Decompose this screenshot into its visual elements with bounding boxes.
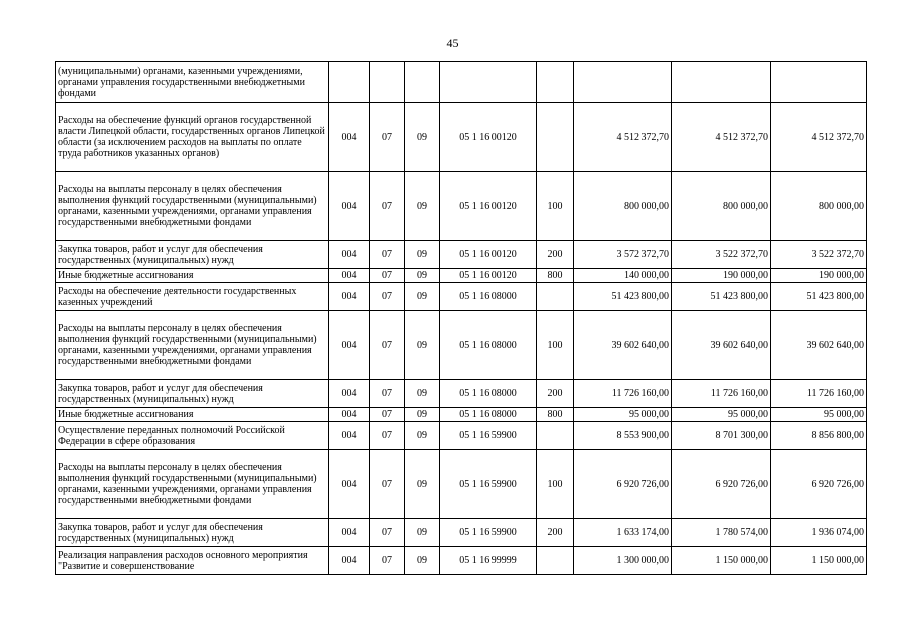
expense-name-cell: Иные бюджетные ассигнования bbox=[56, 408, 329, 422]
table-row bbox=[56, 450, 867, 519]
expense-type-cell: 100 bbox=[537, 450, 574, 519]
table-row bbox=[56, 172, 867, 241]
amount-year3-cell: 1 150 000,00 bbox=[771, 547, 867, 575]
expense-type-cell bbox=[537, 422, 574, 450]
expense-name-cell: Расходы на выплаты персоналу в целях обеспечения выполнения функций государственными (муниципальными) органами, казенными учреждениями, органами управления государственными внебюджетными фондами bbox=[56, 311, 329, 380]
table-row bbox=[56, 408, 867, 422]
section-code-cell: 07 bbox=[370, 450, 405, 519]
amount-year3-cell: 11 726 160,00 bbox=[771, 380, 867, 408]
admin-code-cell: 004 bbox=[329, 172, 370, 241]
amount-year2-cell: 3 522 372,70 bbox=[672, 241, 771, 269]
amount-year3-cell bbox=[771, 62, 867, 103]
section-code-cell: 07 bbox=[370, 172, 405, 241]
admin-code-cell: 004 bbox=[329, 519, 370, 547]
expense-type-cell bbox=[537, 283, 574, 311]
expense-name-cell: (муниципальными) органами, казенными учреждениями, органами управления государственными внебюджетными фондами bbox=[56, 62, 329, 103]
amount-year1-cell: 6 920 726,00 bbox=[574, 450, 672, 519]
amount-year3-cell: 1 936 074,00 bbox=[771, 519, 867, 547]
amount-year3-cell: 3 522 372,70 bbox=[771, 241, 867, 269]
amount-year3-cell: 4 512 372,70 bbox=[771, 103, 867, 172]
admin-code-cell: 004 bbox=[329, 450, 370, 519]
table-row bbox=[56, 547, 867, 575]
amount-year1-cell: 140 000,00 bbox=[574, 269, 672, 283]
budget-table bbox=[55, 61, 867, 575]
subsection-code-cell: 09 bbox=[405, 450, 440, 519]
expense-name-cell: Закупка товаров, работ и услуг для обеспечения государственных (муниципальных) нужд bbox=[56, 241, 329, 269]
admin-code-cell: 004 bbox=[329, 241, 370, 269]
amount-year2-cell: 190 000,00 bbox=[672, 269, 771, 283]
target-article-cell bbox=[440, 62, 537, 103]
section-code-cell: 07 bbox=[370, 422, 405, 450]
amount-year1-cell bbox=[574, 62, 672, 103]
amount-year2-cell: 4 512 372,70 bbox=[672, 103, 771, 172]
target-article-cell: 05 1 16 59900 bbox=[440, 519, 537, 547]
section-code-cell: 07 bbox=[370, 103, 405, 172]
amount-year2-cell: 95 000,00 bbox=[672, 408, 771, 422]
admin-code-cell: 004 bbox=[329, 283, 370, 311]
admin-code-cell: 004 bbox=[329, 408, 370, 422]
admin-code-cell: 004 bbox=[329, 422, 370, 450]
expense-name-cell: Расходы на обеспечение функций органов государственной власти Липецкой области, государственных органов Липецкой области (за исключением расходов на выплаты по оплате труда работников указанных органов) bbox=[56, 103, 329, 172]
amount-year2-cell: 8 701 300,00 bbox=[672, 422, 771, 450]
expense-type-cell bbox=[537, 547, 574, 575]
section-code-cell bbox=[370, 62, 405, 103]
amount-year3-cell: 8 856 800,00 bbox=[771, 422, 867, 450]
subsection-code-cell: 09 bbox=[405, 380, 440, 408]
amount-year1-cell: 1 633 174,00 bbox=[574, 519, 672, 547]
section-code-cell: 07 bbox=[370, 519, 405, 547]
expense-type-cell bbox=[537, 62, 574, 103]
expense-name-cell: Расходы на выплаты персоналу в целях обеспечения выполнения функций государственными (муниципальными) органами, казенными учреждениями, органами управления государственными внебюджетными фондами bbox=[56, 172, 329, 241]
admin-code-cell: 004 bbox=[329, 269, 370, 283]
expense-type-cell: 800 bbox=[537, 408, 574, 422]
amount-year2-cell bbox=[672, 62, 771, 103]
expense-name-cell: Закупка товаров, работ и услуг для обеспечения государственных (муниципальных) нужд bbox=[56, 519, 329, 547]
amount-year1-cell: 11 726 160,00 bbox=[574, 380, 672, 408]
subsection-code-cell: 09 bbox=[405, 547, 440, 575]
target-article-cell: 05 1 16 59900 bbox=[440, 422, 537, 450]
subsection-code-cell: 09 bbox=[405, 269, 440, 283]
amount-year1-cell: 4 512 372,70 bbox=[574, 103, 672, 172]
subsection-code-cell: 09 bbox=[405, 283, 440, 311]
expense-name-cell: Расходы на выплаты персоналу в целях обеспечения выполнения функций государственными (муниципальными) органами, казенными учреждениями, органами управления государственными внебюджетными фондами bbox=[56, 450, 329, 519]
expense-type-cell bbox=[537, 103, 574, 172]
admin-code-cell: 004 bbox=[329, 380, 370, 408]
target-article-cell: 05 1 16 08000 bbox=[440, 311, 537, 380]
admin-code-cell: 004 bbox=[329, 311, 370, 380]
expense-type-cell: 200 bbox=[537, 380, 574, 408]
table-row bbox=[56, 62, 867, 103]
section-code-cell: 07 bbox=[370, 408, 405, 422]
amount-year2-cell: 6 920 726,00 bbox=[672, 450, 771, 519]
target-article-cell: 05 1 16 08000 bbox=[440, 408, 537, 422]
amount-year1-cell: 95 000,00 bbox=[574, 408, 672, 422]
amount-year1-cell: 8 553 900,00 bbox=[574, 422, 672, 450]
subsection-code-cell: 09 bbox=[405, 311, 440, 380]
subsection-code-cell: 09 bbox=[405, 172, 440, 241]
subsection-code-cell: 09 bbox=[405, 103, 440, 172]
expense-type-cell: 800 bbox=[537, 269, 574, 283]
subsection-code-cell: 09 bbox=[405, 241, 440, 269]
amount-year2-cell: 11 726 160,00 bbox=[672, 380, 771, 408]
amount-year1-cell: 3 572 372,70 bbox=[574, 241, 672, 269]
section-code-cell: 07 bbox=[370, 547, 405, 575]
table-row bbox=[56, 103, 867, 172]
admin-code-cell: 004 bbox=[329, 547, 370, 575]
subsection-code-cell bbox=[405, 62, 440, 103]
admin-code-cell: 004 bbox=[329, 103, 370, 172]
target-article-cell: 05 1 16 00120 bbox=[440, 241, 537, 269]
amount-year3-cell: 190 000,00 bbox=[771, 269, 867, 283]
amount-year3-cell: 39 602 640,00 bbox=[771, 311, 867, 380]
table-row bbox=[56, 241, 867, 269]
expense-name-cell: Закупка товаров, работ и услуг для обеспечения государственных (муниципальных) нужд bbox=[56, 380, 329, 408]
table-row bbox=[56, 380, 867, 408]
section-code-cell: 07 bbox=[370, 241, 405, 269]
expense-name-cell: Иные бюджетные ассигнования bbox=[56, 269, 329, 283]
amount-year3-cell: 6 920 726,00 bbox=[771, 450, 867, 519]
subsection-code-cell: 09 bbox=[405, 519, 440, 547]
target-article-cell: 05 1 16 08000 bbox=[440, 283, 537, 311]
amount-year1-cell: 1 300 000,00 bbox=[574, 547, 672, 575]
target-article-cell: 05 1 16 08000 bbox=[440, 380, 537, 408]
target-article-cell: 05 1 16 00120 bbox=[440, 269, 537, 283]
amount-year1-cell: 51 423 800,00 bbox=[574, 283, 672, 311]
amount-year2-cell: 1 150 000,00 bbox=[672, 547, 771, 575]
amount-year2-cell: 800 000,00 bbox=[672, 172, 771, 241]
subsection-code-cell: 09 bbox=[405, 408, 440, 422]
section-code-cell: 07 bbox=[370, 283, 405, 311]
section-code-cell: 07 bbox=[370, 269, 405, 283]
section-code-cell: 07 bbox=[370, 311, 405, 380]
page-number: 45 bbox=[446, 36, 459, 50]
amount-year3-cell: 800 000,00 bbox=[771, 172, 867, 241]
target-article-cell: 05 1 16 59900 bbox=[440, 450, 537, 519]
target-article-cell: 05 1 16 00120 bbox=[440, 103, 537, 172]
expense-type-cell: 100 bbox=[537, 172, 574, 241]
target-article-cell: 05 1 16 00120 bbox=[440, 172, 537, 241]
table-row bbox=[56, 422, 867, 450]
amount-year1-cell: 39 602 640,00 bbox=[574, 311, 672, 380]
expense-type-cell: 100 bbox=[537, 311, 574, 380]
section-code-cell: 07 bbox=[370, 380, 405, 408]
subsection-code-cell: 09 bbox=[405, 422, 440, 450]
expense-type-cell: 200 bbox=[537, 241, 574, 269]
budget-table-body bbox=[56, 62, 867, 575]
amount-year3-cell: 95 000,00 bbox=[771, 408, 867, 422]
target-article-cell: 05 1 16 99999 bbox=[440, 547, 537, 575]
amount-year2-cell: 51 423 800,00 bbox=[672, 283, 771, 311]
expense-name-cell: Осуществление переданных полномочий Российской Федерации в сфере образования bbox=[56, 422, 329, 450]
expense-name-cell: Расходы на обеспечение деятельности государственных казенных учреждений bbox=[56, 283, 329, 311]
admin-code-cell bbox=[329, 62, 370, 103]
amount-year2-cell: 1 780 574,00 bbox=[672, 519, 771, 547]
table-row bbox=[56, 269, 867, 283]
expense-type-cell: 200 bbox=[537, 519, 574, 547]
amount-year3-cell: 51 423 800,00 bbox=[771, 283, 867, 311]
table-row bbox=[56, 311, 867, 380]
amount-year2-cell: 39 602 640,00 bbox=[672, 311, 771, 380]
table-row bbox=[56, 283, 867, 311]
amount-year1-cell: 800 000,00 bbox=[574, 172, 672, 241]
expense-name-cell: Реализация направления расходов основного мероприятия "Развитие и совершенствование bbox=[56, 547, 329, 575]
table-row bbox=[56, 519, 867, 547]
